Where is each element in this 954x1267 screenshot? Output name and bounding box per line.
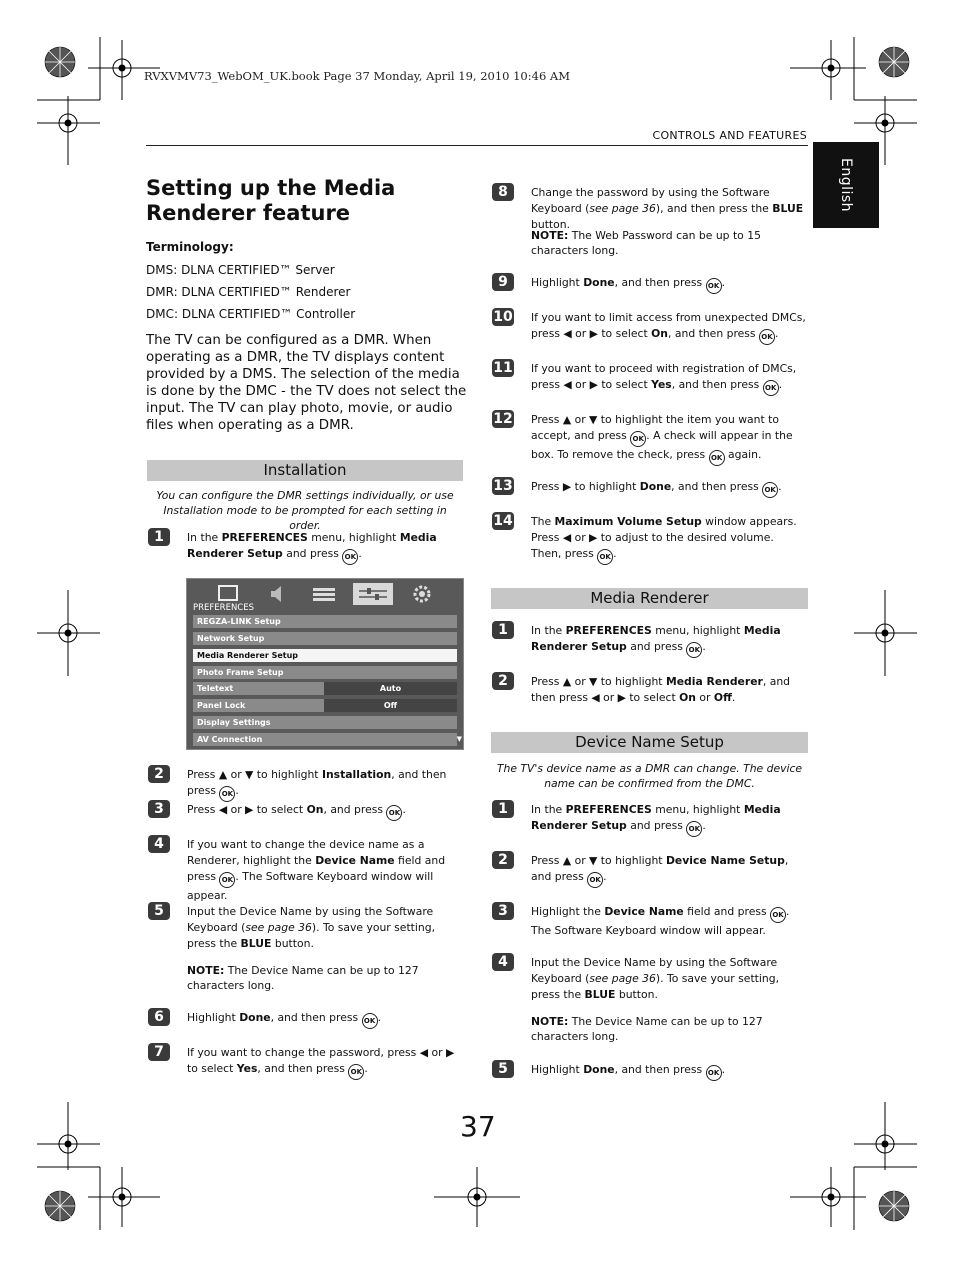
terminology-item: DMS: DLNA CERTIFIED™ Server xyxy=(146,263,335,277)
installation-step-8-note: NOTE: The Web Password can be up to 15 characters long. xyxy=(531,229,761,257)
step-badge: 9 xyxy=(492,273,514,291)
step-badge: 3 xyxy=(148,800,170,818)
ok-button-icon: OK xyxy=(686,642,702,658)
installation-step-5: Input the Device Name by using the Software Keyboard (see page 36). To save your setting, press the BLUE button. xyxy=(187,905,436,950)
step-badge: 7 xyxy=(148,1043,170,1061)
ok-button-icon: OK xyxy=(597,549,613,565)
terminology-heading: Terminology: xyxy=(146,240,234,254)
installation-step-2: Press ▲ or ▼ to highlight Installation, and then press OK . xyxy=(187,767,467,802)
installation-step-11: If you want to proceed with registration of DMCs, press ◀ or ▶ to select Yes, and then press OK . xyxy=(531,361,807,396)
installation-step-5-note: NOTE: The Device Name can be up to 127 characters long. xyxy=(187,964,419,992)
installation-step-13: Press ▶ to highlight Done, and then press OK . xyxy=(531,479,807,498)
menu-row-media-renderer-setup: Media Renderer Setup xyxy=(193,649,457,662)
step-badge: 14 xyxy=(493,513,513,529)
step-badge: 1 xyxy=(492,800,514,818)
step-badge: 12 xyxy=(493,411,513,427)
gear-icon xyxy=(405,583,439,605)
menu-row-photo-frame-setup: Photo Frame Setup xyxy=(193,666,457,679)
preferences-icon xyxy=(353,583,393,605)
print-info: RVXVMV73_WebOM_UK.book Page 37 Monday, April 19, 2010 10:46 AM xyxy=(144,69,570,83)
device-name-step-4: Input the Device Name by using the Software Keyboard (see page 36). To save your setting, press the BLUE button. xyxy=(531,956,780,1001)
installation-step-4: If you want to change the device name as a Renderer, highlight the Device Name field and press OK . The Software Keyboard window will appear. xyxy=(187,838,446,902)
section-header: CONTROLS AND FEATURES xyxy=(652,129,807,142)
page-title: Setting up the Media Renderer feature xyxy=(146,176,396,225)
installation-step-6: Highlight Done, and then press OK . xyxy=(187,1010,463,1029)
device-name-step-2: Press ▲ or ▼ to highlight Device Name Setup, and press OK . xyxy=(531,853,809,888)
step-badge: 4 xyxy=(492,953,514,971)
ok-button-icon: OK xyxy=(759,329,775,345)
menu-label: PREFERENCES xyxy=(193,603,254,613)
page-number: 37 xyxy=(460,1110,496,1143)
preferences-menu-image xyxy=(186,578,464,750)
step-badge: 2 xyxy=(492,851,514,869)
picture-icon xyxy=(211,583,245,605)
menu-row-panel-lock: Panel Lock Off xyxy=(193,699,457,712)
menu-row-network-setup: Network Setup xyxy=(193,632,457,645)
step-badge: 3 xyxy=(492,902,514,920)
step-badge: 6 xyxy=(148,1008,170,1026)
terminology-item: DMC: DLNA CERTIFIED™ Controller xyxy=(146,307,356,321)
installation-step-14: The Maximum Volume Setup window appears. Press ◀ or ▶ to adjust to the desired volume. Then, press OK . xyxy=(531,514,807,565)
media-renderer-step-2: Press ▲ or ▼ to highlight Media Renderer, and then press ◀ or ▶ to select On or Off. xyxy=(531,675,791,704)
menu-row-av-connection: AV Connection xyxy=(193,733,457,746)
ok-button-icon: OK xyxy=(587,872,603,888)
device-name-step-5: Highlight Done, and then press OK . xyxy=(531,1062,807,1081)
header-rule xyxy=(146,145,808,146)
installation-note: You can configure the DMR settings individually, or use Installation mode to be prompted for each setting in order. xyxy=(156,489,454,532)
installation-step-12: Press ▲ or ▼ to highlight the item you want to accept, and press OK . A check will appear in the box. To remove the check, press OK again. xyxy=(531,412,807,466)
ok-button-icon: OK xyxy=(342,549,358,565)
terminology-item: DMR: DLNA CERTIFIED™ Renderer xyxy=(146,285,351,299)
device-name-step-3: Highlight the Device Name field and press OK . The Software Keyboard window will appear. xyxy=(531,905,790,937)
menu-row-teletext: Teletext Auto xyxy=(193,682,457,695)
installation-heading: Installation xyxy=(147,460,463,481)
ok-button-icon: OK xyxy=(686,821,702,837)
ok-button-icon: OK xyxy=(762,482,778,498)
ok-button-icon: OK xyxy=(362,1013,378,1029)
step-badge: 10 xyxy=(493,309,513,325)
ok-button-icon: OK xyxy=(709,450,725,466)
step-badge: 5 xyxy=(492,1060,514,1078)
language-label: English xyxy=(838,157,854,213)
installation-step-10: If you want to limit access from unexpected DMCs, press ◀ or ▶ to select On, and then press OK . xyxy=(531,310,807,345)
device-name-setup-heading: Device Name Setup xyxy=(491,732,808,753)
panel-lock-value: Off xyxy=(324,699,457,712)
step-badge: 1 xyxy=(148,528,170,546)
device-name-setup-note: The TV's device name as a DMR can change. The device name can be confirmed from the DMC. xyxy=(496,762,803,790)
ok-button-icon: OK xyxy=(763,380,779,396)
step-badge: 1 xyxy=(492,621,514,639)
language-tab xyxy=(813,142,879,228)
step-badge: 2 xyxy=(148,765,170,783)
sound-icon xyxy=(259,583,293,605)
installation-step-1: In the PREFERENCES menu, highlight Media Renderer Setup and press OK . xyxy=(187,530,463,565)
ok-button-icon: OK xyxy=(630,431,646,447)
ok-button-icon: OK xyxy=(219,872,235,888)
installation-step-9: Highlight Done, and then press OK . xyxy=(531,275,807,294)
step-badge: 13 xyxy=(493,478,513,494)
intro-paragraph: The TV can be configured as a DMR. When operating as a DMR, the TV displays content provided by a DMS. The selection of the media is done by the DMC - the TV does not select the input. The TV can play photo, movie, or audio files when operating as a DMR. xyxy=(146,333,467,433)
installation-step-3: Press ◀ or ▶ to select On, and press OK . xyxy=(187,802,463,821)
media-renderer-heading: Media Renderer xyxy=(491,588,808,609)
device-name-step-1: In the PREFERENCES menu, highlight Media Renderer Setup and press OK . xyxy=(531,802,807,837)
step-badge: 8 xyxy=(492,183,514,201)
device-name-step-4-note: NOTE: The Device Name can be up to 127 characters long. xyxy=(531,1015,763,1043)
ok-button-icon: OK xyxy=(706,1065,722,1081)
menu-row-regza-link: REGZA-LINK Setup xyxy=(193,615,457,628)
setup-icon xyxy=(307,583,341,605)
step-badge: 4 xyxy=(148,835,170,853)
ok-button-icon: OK xyxy=(348,1064,364,1080)
ok-button-icon: OK xyxy=(386,805,402,821)
installation-step-8: Change the password by using the Software Keyboard (see page 36), and then press the BLUE button. xyxy=(531,186,804,231)
step-badge: 11 xyxy=(493,360,513,376)
installation-step-7: If you want to change the password, press ◀ or ▶ to select Yes, and then press OK . xyxy=(187,1045,463,1080)
step-badge: 2 xyxy=(492,672,514,690)
media-renderer-step-1: In the PREFERENCES menu, highlight Media Renderer Setup and press OK . xyxy=(531,623,807,658)
ok-button-icon: OK xyxy=(219,786,235,802)
scroll-down-icon: ▼ xyxy=(456,735,462,743)
ok-button-icon: OK xyxy=(770,907,786,923)
step-badge: 5 xyxy=(148,902,170,920)
menu-row-display-settings: Display Settings xyxy=(193,716,457,729)
teletext-value: Auto xyxy=(324,682,457,695)
ok-button-icon: OK xyxy=(706,278,722,294)
